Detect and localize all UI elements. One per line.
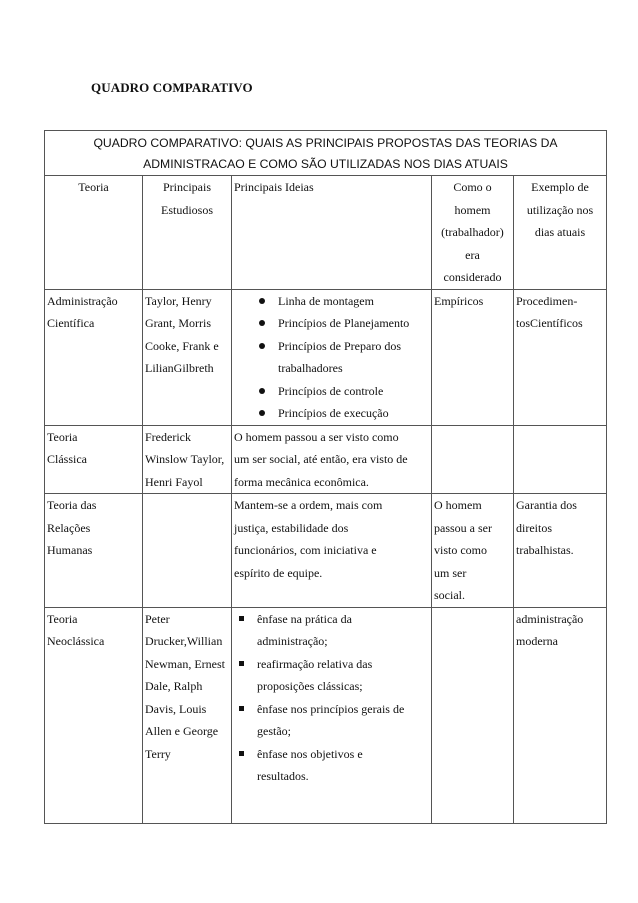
table-banner-row <box>45 131 607 176</box>
document-heading: QUADRO COMPARATIVO <box>91 80 253 95</box>
cell-line: Grant, Morris <box>145 316 211 330</box>
cell-ideias <box>232 494 432 608</box>
header-exemplo <box>514 176 607 290</box>
cell-line: Drucker,Willian <box>145 634 223 648</box>
cell-teoria <box>45 494 143 608</box>
banner-line: QUADRO COMPARATIVO: QUAIS AS PRINCIPAIS PROPOSTAS DAS TEORIAS DA <box>93 136 558 150</box>
cell-line: Newman, Ernest <box>145 656 225 671</box>
cell-line: Clássica <box>47 452 87 466</box>
header-line: homem <box>454 202 491 217</box>
item-line: administração; <box>257 634 328 648</box>
cell-line: Relações <box>47 520 91 535</box>
list-item <box>234 290 429 313</box>
cell-line: O homem passou a ser visto como <box>234 429 399 444</box>
list-item <box>234 743 429 788</box>
item-line: ênfase na prática da <box>257 611 352 626</box>
cell-estudiosos <box>143 289 232 425</box>
item-line: reafirmação relativa das <box>257 656 373 671</box>
cell-line: Dale, Ralph <box>145 679 203 693</box>
item-line: gestão; <box>257 724 291 738</box>
cell-homem <box>432 494 514 608</box>
header-line: considerado <box>443 270 502 284</box>
cell-line: visto como <box>434 543 487 557</box>
header-line: dias atuais <box>534 225 586 239</box>
item-line: Princípios de Preparo dos <box>278 338 401 353</box>
header-line: era <box>465 247 480 262</box>
header-ideias <box>232 176 432 290</box>
cell-teoria <box>45 289 143 425</box>
list-item <box>234 312 429 335</box>
list-item <box>234 653 429 698</box>
header-line: Teoria <box>78 180 109 194</box>
header-estudiosos <box>143 176 232 290</box>
cell-teoria <box>45 425 143 494</box>
cell-line: Científica <box>47 316 95 330</box>
header-line: Principais Ideias <box>234 180 314 194</box>
list-item <box>234 608 429 653</box>
cell-ideias <box>232 607 432 823</box>
cell-line: moderna <box>516 634 558 648</box>
cell-homem <box>432 425 514 494</box>
cell-line: Winslow Taylor, <box>145 452 225 466</box>
cell-line: espírito de equipe. <box>234 565 323 580</box>
cell-line: Administração <box>47 293 118 308</box>
cell-line: passou a ser <box>434 520 492 535</box>
comparison-table <box>44 130 607 824</box>
cell-line: Henri Fayol <box>145 474 203 489</box>
header-line: (trabalhador) <box>441 225 504 239</box>
item-line: trabalhadores <box>278 361 343 375</box>
cell-line: Humanas <box>47 543 93 557</box>
cell-line: um ser <box>434 565 467 580</box>
cell-line: Peter <box>145 611 170 626</box>
cell-line: um ser social, até então, era visto de <box>234 452 408 466</box>
cell-line: O homem <box>434 498 482 512</box>
header-teoria <box>45 176 143 290</box>
table-row <box>45 607 607 823</box>
cell-ideias <box>232 289 432 425</box>
cell-line: social. <box>434 588 465 602</box>
table-row <box>45 425 607 494</box>
cell-line: Teoria <box>47 611 78 626</box>
cell-line: tosCientíficos <box>516 316 583 330</box>
table-banner <box>45 131 607 176</box>
cell-line: Terry <box>145 746 171 761</box>
cell-teoria <box>45 607 143 823</box>
header-line: utilização nos <box>526 202 594 217</box>
table-header-row <box>45 176 607 290</box>
cell-line: justiça, estabilidade dos <box>234 520 349 535</box>
cell-line: forma mecânica econômica. <box>234 474 369 489</box>
cell-homem <box>432 289 514 425</box>
cell-homem <box>432 607 514 823</box>
item-line: ênfase nos objetivos e <box>257 746 363 761</box>
table-row <box>45 289 607 425</box>
cell-line: Empíricos <box>434 293 484 308</box>
cell-line: Garantia dos <box>516 498 577 512</box>
cell-line: trabalhistas. <box>516 543 574 557</box>
list-item <box>234 335 429 380</box>
cell-line: Mantem-se a ordem, mais com <box>234 498 383 512</box>
cell-line: Cooke, Frank e <box>145 338 219 353</box>
list-item <box>234 380 429 403</box>
header-line: Estudiosos <box>160 202 213 217</box>
cell-line: Allen e George <box>145 724 219 738</box>
cell-line: Frederick <box>145 429 191 444</box>
item-line: resultados. <box>257 769 309 783</box>
cell-line: funcionários, com iniciativa e <box>234 543 377 557</box>
cell-exemplo <box>514 494 607 608</box>
cell-line: Teoria <box>47 429 78 444</box>
header-line: Exemplo de <box>531 180 589 194</box>
item-line: ênfase nos princípios gerais de <box>257 701 405 716</box>
cell-line: Taylor, Henry <box>145 293 212 308</box>
cell-exemplo <box>514 289 607 425</box>
cell-line: LilianGilbreth <box>145 361 214 375</box>
cell-estudiosos <box>143 607 232 823</box>
ideas-bullet-list <box>234 290 429 425</box>
cell-line: Procedimen- <box>516 293 578 308</box>
cell-line: Teoria das <box>47 498 97 512</box>
cell-line: Davis, Louis <box>145 701 207 716</box>
item-line: Princípios de execução <box>278 406 389 420</box>
comparison-table-wrapper <box>44 130 606 824</box>
item-line: Princípios de controle <box>278 383 384 398</box>
list-item <box>234 402 429 425</box>
header-homem <box>432 176 514 290</box>
header-line: Principais <box>163 180 211 194</box>
header-line: Como o <box>453 180 492 194</box>
ideas-square-bullet-list <box>234 608 429 788</box>
item-line: Princípios de Planejamento <box>278 316 410 330</box>
cell-estudiosos <box>143 425 232 494</box>
table-row <box>45 494 607 608</box>
list-item <box>234 698 429 743</box>
item-line: Linha de montagem <box>278 293 374 308</box>
cell-line: Neoclássica <box>47 634 105 648</box>
cell-line: direitos <box>516 520 552 535</box>
cell-exemplo <box>514 607 607 823</box>
cell-exemplo <box>514 425 607 494</box>
cell-ideias <box>232 425 432 494</box>
banner-line: ADMINISTRACAO E COMO SÃO UTILIZADAS NOS DIAS ATUAIS <box>143 157 508 171</box>
cell-line: administração <box>516 611 584 626</box>
cell-estudiosos <box>143 494 232 608</box>
item-line: proposições clássicas; <box>257 679 363 693</box>
